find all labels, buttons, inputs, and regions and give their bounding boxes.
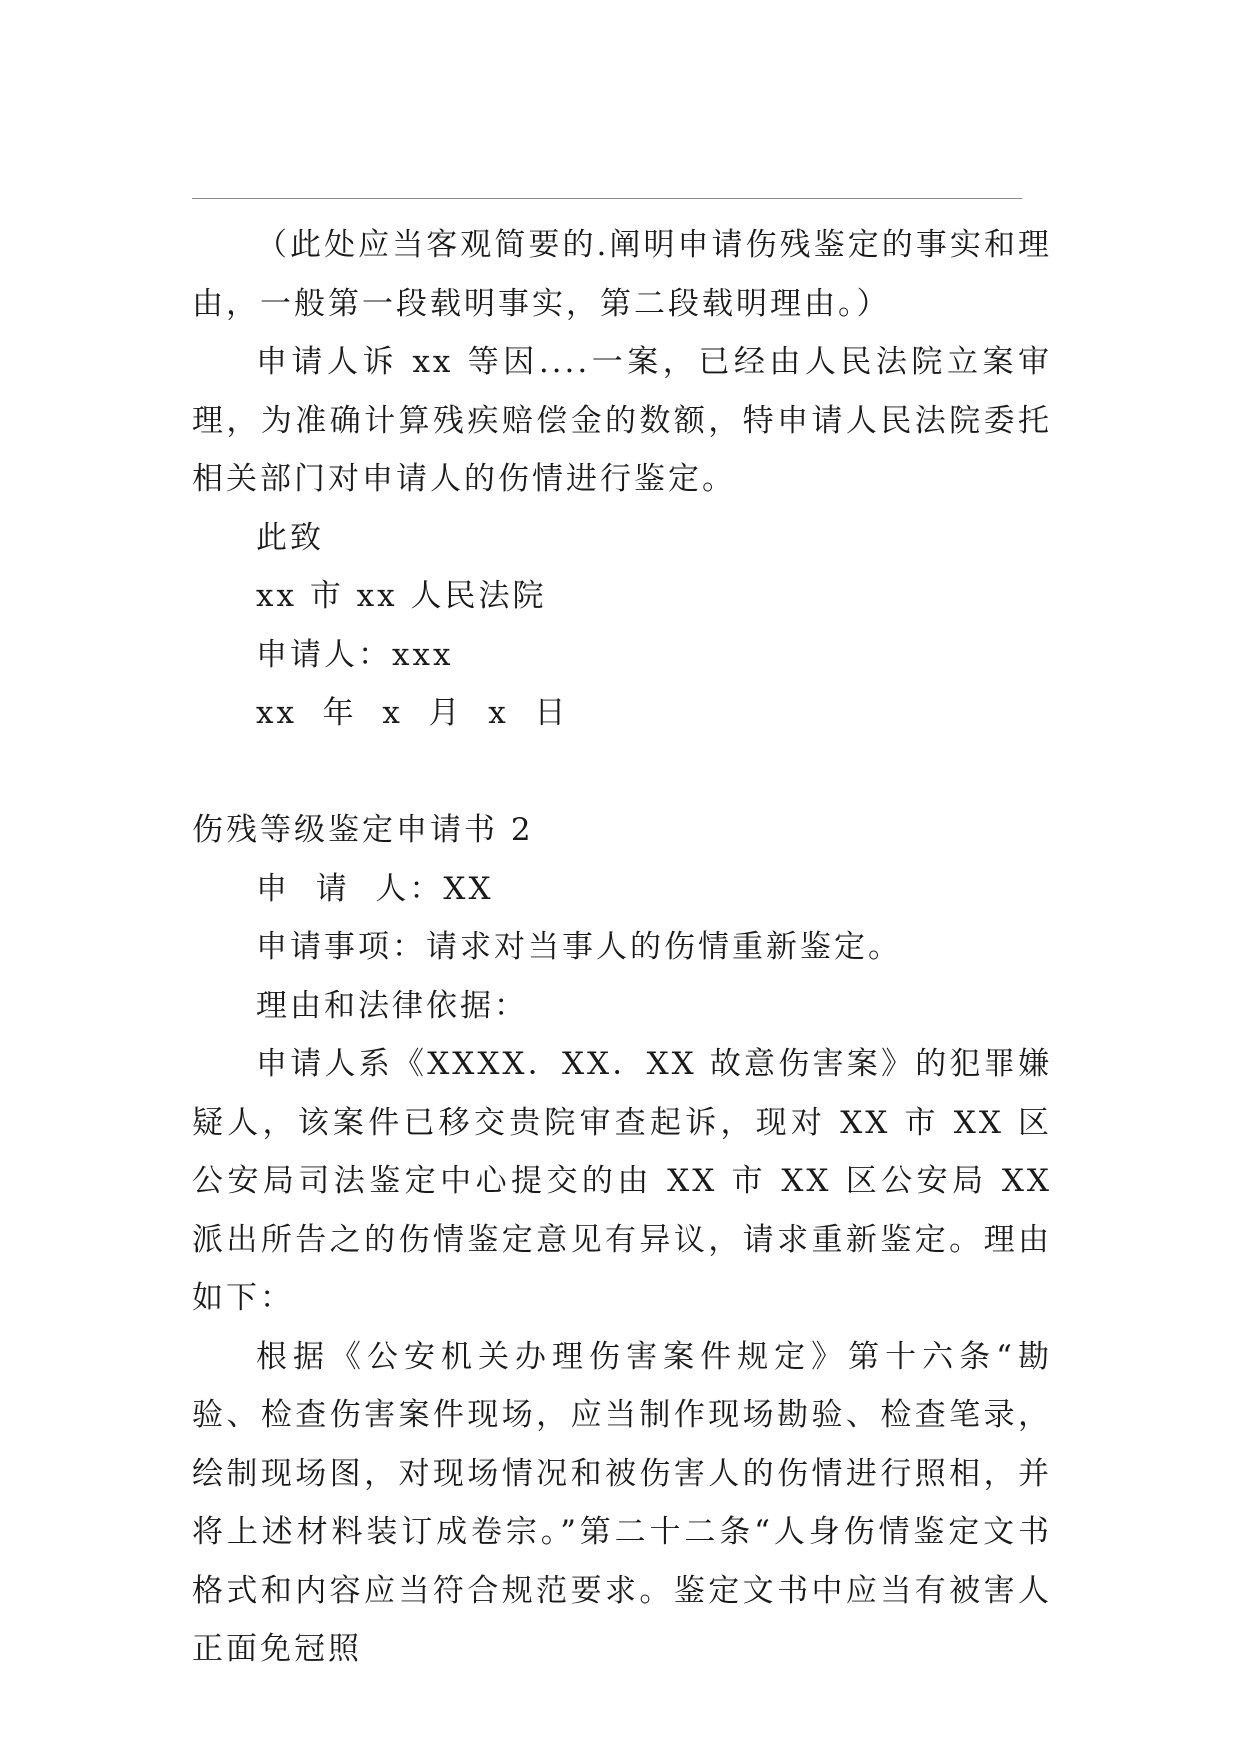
header-divider [192,198,1022,199]
document-date: xx 年 x 月 x 日 [256,695,569,731]
salutation: 此致 [256,519,324,556]
request-line: 申请事项：请求对当事人的伤情重新鉴定。 [256,929,902,965]
reason-paragraph-1: 申请人系《XXXX．XX．XX 故意伤害案》的犯罪嫌疑人，该案件已移交贵院审查起诉，现对 XX 市 XX 区公安局司法鉴定中心提交的由 XX 市 XX 区公安局 XX 派出所告之的伤情鉴定意见有异议，请求重新鉴定。理由如下： [192,1046,1052,1316]
reason-paragraph-2: 根据《公安机关办理伤害案件规定》第十六条“勘验、检查伤害案件现场，应当制作现场勘验、检查笔录，绘制现场图，对现场情况和被伤害人的伤情进行照相，并将上述材料装订成卷宗。”第二十二条“人身伤情鉴定文书格式和内容应当符合规范要求。鉴定文书中应当有被害人正面免冠照 [192,1338,1052,1667]
section-title: 伤残等级鉴定申请书 2 [192,812,534,848]
document-body [192,216,1052,1679]
instruction-note: （此处应当客观简要的.阐明申请伤残鉴定的事实和理由，一般第一段载明事实，第二段载明理由。） [192,227,1052,322]
section-spacer [192,743,1052,802]
fact-paragraph: 申请人诉 xx 等因....一案，已经由人民法院立案审理，为准确计算残疾赔偿金的数额，特申请人民法院委托相关部门对申请人的伤情进行鉴定。 [192,344,1052,497]
applicant-signature: 申请人：xxx [256,636,454,673]
reason-heading: 理由和法律依据： [256,987,528,1024]
applicant-line: 申 请 人：XX [256,870,494,907]
recipient-court: xx 市 xx 人民法院 [256,578,547,614]
